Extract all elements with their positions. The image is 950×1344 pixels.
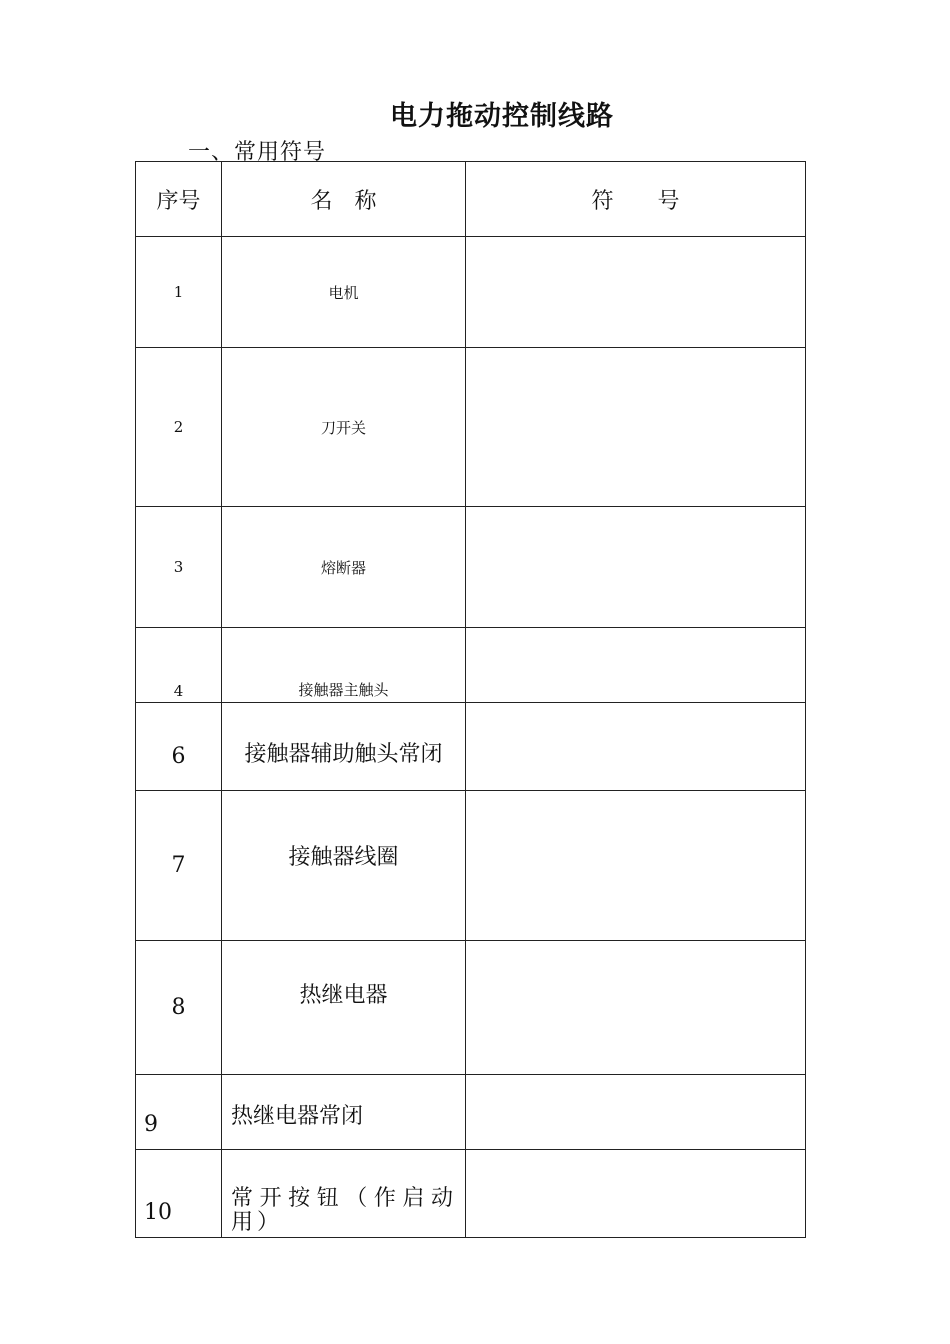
row-number: 6	[171, 744, 186, 769]
row-number-cell	[136, 703, 222, 791]
row-name-cell	[222, 791, 466, 941]
row-symbol-cell	[466, 703, 806, 791]
table-row	[136, 941, 806, 1075]
table-row	[136, 791, 806, 941]
row-symbol-cell	[466, 791, 806, 941]
row-number: 8	[171, 995, 186, 1020]
table-header-row	[136, 162, 806, 237]
row-symbol-cell	[466, 237, 806, 348]
row-name: 热继电器常闭	[231, 1104, 364, 1129]
row-number: 10	[144, 1200, 172, 1225]
table-row	[136, 1150, 806, 1238]
row-number: 9	[144, 1112, 158, 1137]
row-name-cell	[222, 941, 466, 1075]
table-row	[136, 237, 806, 348]
row-number-cell	[136, 1150, 222, 1238]
header-number: 序号	[136, 162, 222, 237]
row-symbol-cell	[466, 348, 806, 507]
row-symbol-cell	[466, 507, 806, 628]
header-name: 名 称	[222, 162, 466, 237]
row-symbol-cell	[466, 941, 806, 1075]
row-name-cell	[222, 628, 466, 703]
table-row	[136, 1075, 806, 1150]
row-number: 1	[136, 237, 222, 348]
row-name: 电机	[222, 237, 466, 348]
row-name-cell	[222, 703, 466, 791]
row-name: 常开按钮（作启动用）	[231, 1186, 457, 1235]
row-name: 接触器线圈	[288, 845, 399, 870]
table-row	[136, 348, 806, 507]
row-name: 接触器主触头	[298, 681, 389, 699]
table-row	[136, 703, 806, 791]
row-name-cell	[222, 1075, 466, 1150]
row-number: 2	[136, 348, 222, 507]
table-row	[136, 507, 806, 628]
row-name: 熔断器	[222, 507, 466, 628]
table-row	[136, 628, 806, 703]
document-title: 电力拖动控制线路	[390, 101, 614, 132]
row-number: 7	[171, 853, 186, 878]
row-name: 接触器辅助触头常闭	[244, 742, 443, 767]
header-symbol: 符 号	[466, 162, 806, 237]
symbol-table	[135, 161, 806, 1238]
row-name: 热继电器	[299, 983, 388, 1008]
row-name: 刀开关	[222, 348, 466, 507]
row-symbol-cell	[466, 628, 806, 703]
row-symbol-cell	[466, 1075, 806, 1150]
row-name-cell	[222, 1150, 466, 1238]
row-number-cell	[136, 941, 222, 1075]
section-heading: 一、常用符号	[188, 140, 327, 165]
row-number-cell	[136, 791, 222, 941]
row-number-cell	[136, 1075, 222, 1150]
row-number: 3	[136, 507, 222, 628]
row-number-cell	[136, 628, 222, 703]
row-symbol-cell	[466, 1150, 806, 1238]
row-number: 4	[173, 682, 184, 700]
